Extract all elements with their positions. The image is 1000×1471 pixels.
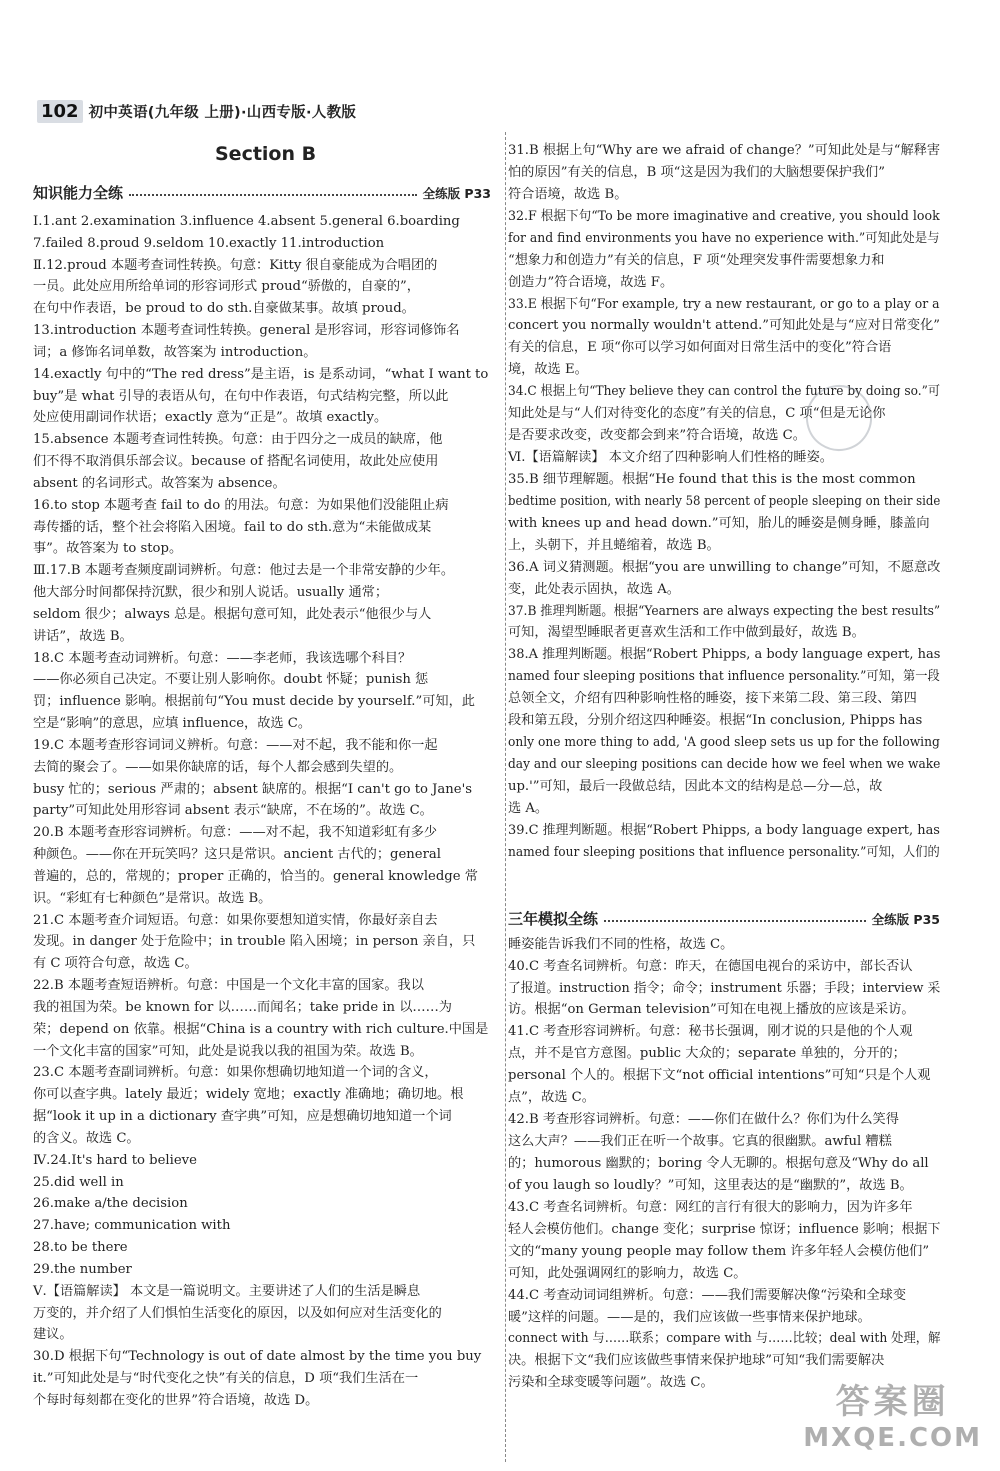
answer-line: only one more thing to add, 'A good sleep sets us up for the following (508, 735, 940, 751)
answer-line: 轻人会模仿他们。change 变化；surprise 惊讶；influence 影响；根据下 (508, 1221, 941, 1237)
answer-line: 事”。故答案为 to stop。 (33, 541, 183, 557)
answer-line: 这么大声？——我们正在听一个故事。它真的很幽默。awful 糟糕 (508, 1134, 892, 1150)
answer-line: 建议。 (33, 1327, 73, 1343)
answer-line: 创造力”符合语境，故选 F。 (508, 274, 674, 290)
answer-line: 他大部分时间都保持沉默，很少和别人说话。usually 通常； (33, 585, 389, 601)
answer-line: 识。“彩虹有七种颜色”是常识。故选 B。 (33, 890, 272, 906)
page-number: 102 (37, 100, 83, 123)
answer-line: 种颜色。——你在开玩笑吗？这只是常识。ancient 古代的；general (33, 847, 441, 863)
answer-line: 荣；depend on 依靠。根据“China is a country with rich culture.中国是 (33, 1021, 489, 1037)
answer-line: 28.to be there (33, 1240, 128, 1255)
answer-line: 29.the number (33, 1261, 132, 1277)
answer-line: 你可以查字典。lately 最近；widely 宽地；exactly 准确地；确切地。根 (33, 1087, 464, 1103)
watermark-url: MXQE.COM (803, 1423, 982, 1453)
answer-line: connect with 与……联系；compare with 与……比较；deal with 处理，解 (508, 1331, 941, 1347)
answer-line: 38.A 推理判断题。根据“Robert Phipps, a body language expert, has (508, 647, 941, 663)
column-divider (505, 132, 506, 1462)
answer-line: 34.C 根据上句“They believe they can control the future by doing so.”可 (508, 384, 941, 400)
answer-line: 词；a 修饰名词单数，故答案为 introduction。 (33, 344, 317, 360)
answer-line: 42.B 考查形容词辨析。句意：——你们在做什么？你们为什么笑得 (508, 1112, 899, 1128)
answer-line: personal 个人的。根据下文“not official intentions”可知“只是个人观 (508, 1068, 931, 1084)
answer-line: 31.B 根据上句“Why are we afraid of change？”可知此处是与“解释害 (508, 143, 941, 158)
answer-line: 上，头朝下，并且蜷缩着，故选 B。 (508, 537, 720, 553)
answer-line: Ⅴ.【语篇解读】 本文是一篇说明文。主要讲述了人们的生活是瞬息 (33, 1283, 421, 1299)
answer-line: 36.A 词义猜测题。根据“you are unwilling to change”可知，不愿意改 (508, 559, 941, 575)
book-title: 初中英语(九年级 上册)·山西专版·人教版 (88, 104, 357, 121)
answer-line: 怕的原因”有关的信息，B 项“这是因为我们的大脑想要保护我们” (508, 164, 885, 180)
answer-line: 们不得不取消俱乐部会议。because of 搭配名词使用，故此处应使用 (33, 454, 439, 470)
answer-line: 39.C 推理判断题。根据“Robert Phipps, a body language expert, has (508, 822, 940, 838)
answer-line: 睡姿能告诉我们不同的性格，故选 C。 (508, 936, 734, 952)
answer-line: buy”是 what 引导的表语从句，在句中作表语，句式结构完整，所以此 (33, 388, 449, 404)
answer-line: for and find environments you have no experience with.”可知此处是与 (508, 230, 940, 246)
answer-line: 变，此处表示固执，故选 A。 (508, 581, 680, 597)
answer-line: 21.C 本题考查介词短语。句意：如果你要想知道实情，你最好亲自去 (33, 912, 438, 928)
bar-ref: 全练版 P35 (871, 911, 940, 927)
answer-line: 符合语境，故选 B。 (508, 186, 628, 202)
answer-line: 毒传播的话，整个社会将陷入困境。fail to do sth.意为“未能做成某 (33, 519, 432, 535)
answer-line: of you laugh so loudly？”可知，这里表达的是“幽默的”，故选 B。 (508, 1177, 913, 1193)
answer-line: 个每时每刻都在变化的世界”符合语境，故选 D。 (33, 1392, 319, 1408)
answer-line: 15.absence 本题考查词性转换。句意：由于四分之一成员的缺席，他 (33, 432, 443, 448)
answer-line: 43.C 考查名词辨析。句意：网红的言行有很大的影响力，因为许多年 (508, 1199, 913, 1215)
answer-line: 一员。此处应用所给单词的形容词形式 proud“骄傲的，自豪的”， (33, 279, 420, 295)
answer-line: 普遍的，总的，常规的；proper 正确的，恰当的。general knowledge 常 (33, 868, 478, 884)
answer-line: named four sleeping positions that influence personality.”可知，人们的 (508, 844, 940, 860)
answer-line: Ⅰ.1.ant 2.examination 3.influence 4.absent 5.general 6.boarding (33, 214, 460, 229)
answer-line: 41.C 考查形容词辨析。句意：秘书长强调，刚才说的只是他的个人观 (508, 1024, 913, 1040)
answer-line: 罚；influence 影响。根据前句“You must decide by yourself.”可知，此 (33, 694, 475, 710)
answer-line: 一个文化丰富的国家”可知，此处是说我以我的祖国为荣。故选 B。 (33, 1043, 423, 1059)
answer-line: 40.C 考查名词辨析。句意：昨天，在德国电视台的采访中，部长否认 (508, 958, 913, 974)
answer-line: 的；humorous 幽默的；boring 令人无聊的。根据句意及“Why do all (508, 1155, 929, 1171)
answer-line: 处应使用副词作状语；exactly 意为“正是”。故填 exactly。 (33, 410, 388, 426)
answer-line: 22.B 本题考查短语辨析。句意：中国是一个文化丰富的国家。我以 (33, 978, 424, 994)
answer-line: 暖”这样的问题。——是的，我们应该做一些事情来保护地球。 (508, 1309, 871, 1325)
answer-line: 25.did well in (33, 1174, 124, 1190)
answer-line: 空是“影响”的意思，应填 influence，故选 C。 (33, 716, 312, 732)
answer-line: 决。根据下文“我们应该做些事情来保护地球”可知“我们需要解决 (508, 1353, 885, 1369)
answer-line: 可知，此处强调网红的影响力，故选 C。 (508, 1265, 747, 1281)
section-bar-left (33, 182, 491, 203)
answer-line: 是否要求改变，改变都会到来”符合语境，故选 C。 (508, 428, 806, 444)
bar-label: 三年模拟全练 (508, 910, 599, 928)
watermark-text: 答案圈 (835, 1382, 950, 1422)
answer-line: 20.B 本题考查形容词辨析。句意：——对不起，我不知道彩虹有多少 (33, 825, 438, 841)
answer-line: 的含义。故选 C。 (33, 1130, 140, 1146)
answer-line: 文的“many young people may follow them 许多年轻人会模仿他们” (508, 1243, 930, 1259)
section-title: Section B (215, 143, 317, 165)
answer-line: 点”，故选 C。 (508, 1090, 595, 1106)
answer-line: with knees up and head down.”可知，胎儿的睡姿是侧身睡，膝盖向 (508, 515, 930, 531)
answer-line: ——你必须自己决定。不要让别人影响你。doubt 怀疑；punish 惩 (33, 672, 429, 688)
answer-line: 污染和全球变暖等问题”。故选 C。 (508, 1375, 714, 1391)
answer-line: day and our sleeping positions can decide how we feel when we wake (508, 757, 941, 773)
answer-line: party”可知此处用形容词 absent 表示“缺席，不在场的”。故选 C。 (33, 803, 433, 819)
answer-line: 30.D 根据下句“Technology is out of date almost by the time you buy (33, 1349, 482, 1365)
answer-line: 18.C 本题考查动词辨析。句意：——李老师，我该选哪个科目？ (33, 650, 412, 666)
answer-line: Ⅱ.12.proud 本题考查词性转换。句意：Kitty 很自豪能成为合唱团的 (33, 257, 438, 273)
corner-watermark (803, 1374, 982, 1453)
answer-line: 点，并不是官方意图。public 大众的；separate 单独的，分开的； (508, 1046, 906, 1062)
answer-line: 44.C 考查动词词组辨析。句意：——我们需要解决像“污染和全球变 (508, 1287, 907, 1303)
dotted-leader (604, 920, 866, 922)
answer-line: 32.F 根据下句“To be more imaginative and creative, you should look (508, 208, 940, 224)
answer-line: 选 A。 (508, 800, 549, 816)
bar-label: 知识能力全练 (33, 184, 124, 202)
answer-line: 知此处是与“人们对待变化的态度”有关的信息，C 项“但是无论你 (508, 406, 886, 422)
answer-line: 37.B 推理判断题。根据“Yearners are always expecting the best results” (508, 603, 941, 619)
answer-line: 有关的信息，E 项“你可以学习如何面对日常生活中的变化”符合语 (508, 340, 892, 356)
answer-line: 在句中作表语，be proud to do sth.自豪做某事。故填 proud。 (33, 301, 415, 317)
answer-line: concert you normally wouldn't attend.”可知此处是与“应对日常变化” (508, 318, 940, 334)
answer-line: 可知，渴望型睡眠者更喜欢生活和工作中做到最好，故选 B。 (508, 625, 865, 641)
answer-line: 35.B 细节理解题。根据“He found that this is the most common (508, 471, 916, 487)
bar-ref: 全练版 P33 (422, 185, 491, 201)
answer-line: 26.make a/the decision (33, 1196, 188, 1212)
answer-line: named four sleeping positions that influence personality.”可知，第一段 (508, 669, 940, 685)
answer-line: 33.E 根据下句“For example, try a new restaurant, or go to a play or a (508, 296, 940, 312)
answer-line: 万变的，并介绍了人们惧怕生活变化的原因，以及如何应对生活变化的 (33, 1305, 442, 1321)
page-header (37, 97, 356, 125)
answer-line: 发现。in danger 处于危险中；in trouble 陷入困境；in person 亲自，只 (33, 934, 476, 950)
answer-line: Ⅵ.【语篇解读】 本文介绍了四种影响人们性格的睡姿。 (508, 450, 833, 466)
answer-line: 了报道。instruction 指令；命令；instrument 乐器；手段；interview 采 (508, 980, 941, 996)
answer-line: Ⅲ.17.B 本题考查频度副词辨析。句意：他过去是一个非常安静的少年。 (33, 563, 455, 579)
answer-line: 16.to stop 本题考查 fail to do 的用法。句意：为如果他们没能阻止病 (33, 497, 449, 513)
answer-line: 有 C 项符合句意，故选 C。 (33, 956, 198, 972)
section-bar-right (508, 908, 940, 929)
answer-line: 讲话”，故选 B。 (33, 628, 133, 644)
answer-line: 23.C 本题考查副词辨析。句意：如果你想确切地知道一个词的含义， (33, 1065, 438, 1081)
answer-line: it.”可知此处是与“时代变化之快”有关的信息，D 项“我们生活在一 (33, 1370, 419, 1386)
answer-line: bedtime position, with nearly 58 percent of people sleeping on their side (508, 493, 941, 509)
answer-line: 7.failed 8.proud 9.seldom 10.exactly 11.introduction (33, 235, 385, 251)
answer-line: 我的祖国为荣。be known for 以……而闻名；take pride in 以……为 (33, 999, 452, 1015)
answer-line: 19.C 本题考查形容词词义辨析。句意：——对不起，我不能和你一起 (33, 737, 438, 753)
answer-line: 总领全文，介绍有四种影响性格的睡姿，接下来第二段、第三段、第四 (508, 691, 917, 707)
answer-line: busy 忙的；serious 严肃的；absent 缺席的。根据“I can't go to Jane's (33, 781, 472, 797)
answer-line: 访。根据“on German television”可知在电视上播放的应该是采访。 (508, 1002, 915, 1018)
answer-line: “想象力和创造力”有关的信息，F 项“处理突发事件需要想象力和 (508, 252, 885, 268)
answer-line: Ⅳ.24.It's hard to believe (33, 1152, 197, 1168)
answer-line: 段和第五段，分别介绍这四种睡姿。根据“In conclusion, Phipps has (508, 713, 923, 729)
answer-line: 27.have; communication with (33, 1218, 231, 1234)
dotted-leader (129, 194, 417, 196)
answer-line: up.'”可知，最后一段做总结，因此本文的结构是总—分—总，故 (508, 778, 883, 794)
answer-line: 境，故选 E。 (508, 362, 588, 378)
answer-line: 13.introduction 本题考查词性转换。general 是形容词，形容词修饰名 (33, 323, 460, 339)
answer-line: 据“look it up in a dictionary 查字典”可知，应是想确切地知道一个词 (33, 1109, 452, 1125)
answer-line: 去简的聚会了。——如果你缺席的话，每个人都会感到失望的。 (33, 759, 403, 775)
answer-line: 14.exactly 句中的“The red dress”是主语，is 是系动词，“what I want to (33, 366, 489, 382)
answer-line: absent 的名词形式。故答案为 absence。 (33, 475, 286, 491)
answer-line: seldom 很少；always 总是。根据句意可知，此处表示“他很少与人 (33, 606, 432, 622)
